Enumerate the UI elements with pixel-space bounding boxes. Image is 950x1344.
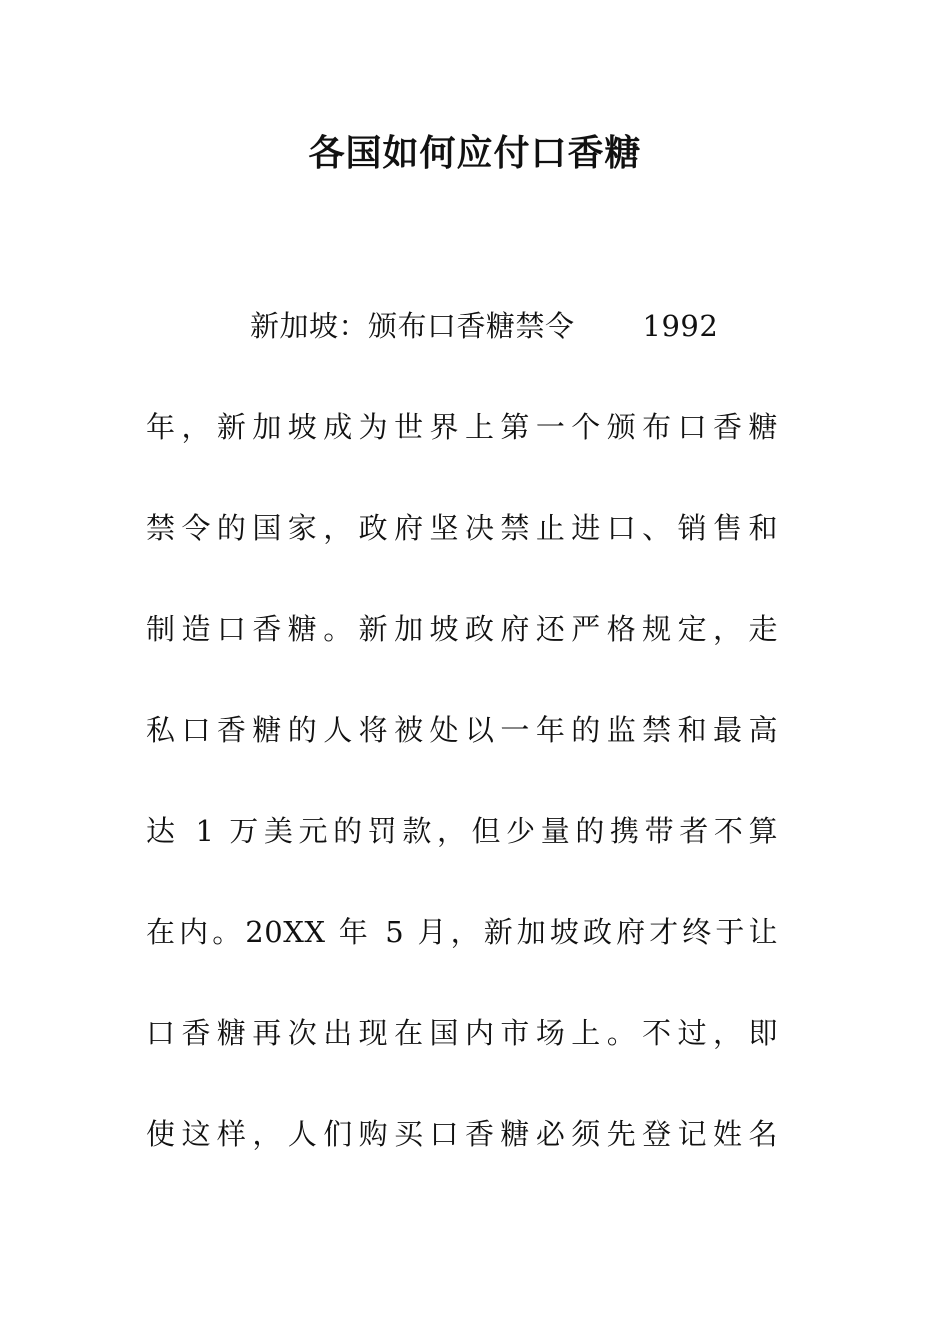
section-heading-singapore: 新加坡：颁布口香糖禁令 bbox=[250, 309, 575, 343]
paragraph-line-8: 口香糖再次出现在国内市场上。不过，即 bbox=[146, 1016, 778, 1050]
paragraph-line-2: 年，新加坡成为世界上第一个颁布口香糖 bbox=[146, 410, 778, 444]
paragraph-line-4: 制造口香糖。新加坡政府还严格规定，走 bbox=[146, 612, 778, 646]
paragraph-line-5: 私口香糖的人将被处以一年的监禁和最高 bbox=[146, 713, 778, 747]
year-text: 1992 bbox=[642, 309, 719, 343]
paragraph-line-9: 使这样，人们购买口香糖必须先登记姓名 bbox=[146, 1117, 778, 1151]
paragraph-line-1 bbox=[146, 300, 778, 401]
document-title: 各国如何应付口香糖 bbox=[308, 133, 642, 174]
paragraph-line-7: 在内。20XX 年 5 月，新加坡政府才终于让 bbox=[146, 915, 778, 949]
paragraph-line-6: 达 1 万美元的罚款，但少量的携带者不算 bbox=[146, 814, 778, 848]
article-body bbox=[146, 300, 778, 1209]
paragraph-line-3: 禁令的国家，政府坚决禁止进口、销售和 bbox=[146, 511, 778, 545]
